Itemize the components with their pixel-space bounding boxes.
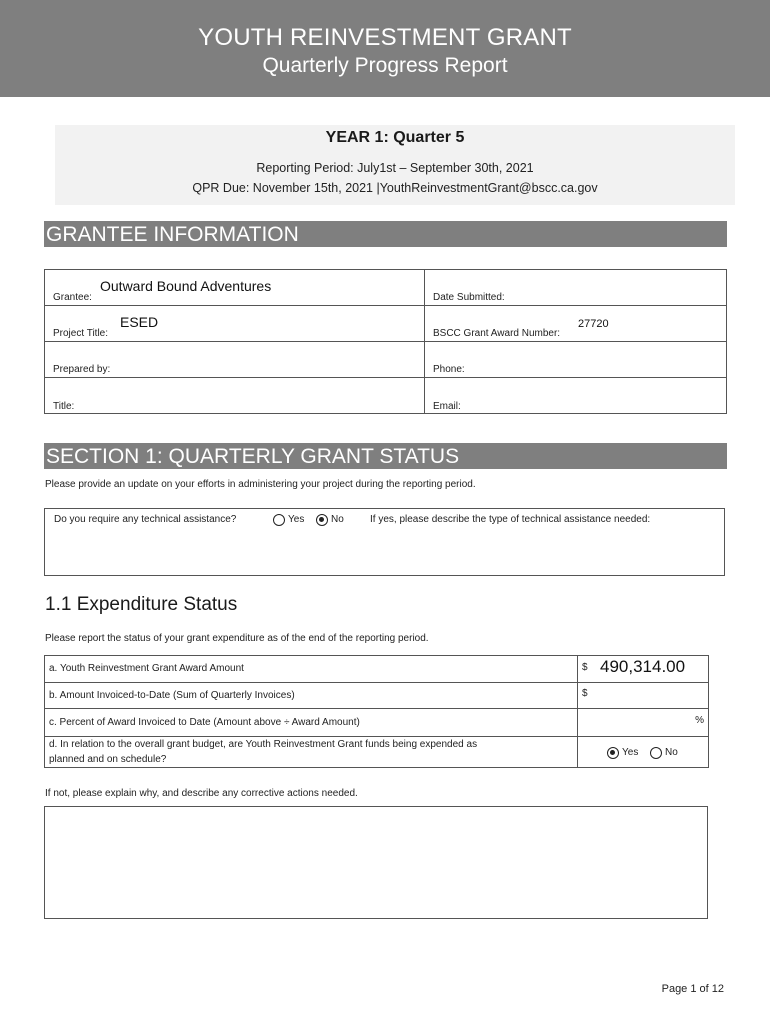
ta-describe-prompt: If yes, please describe the type of technical assistance needed: xyxy=(370,514,651,525)
project-title-label: Project Title: xyxy=(53,328,109,339)
on-schedule-question-line2: planned and on schedule? xyxy=(49,754,167,765)
report-banner xyxy=(0,0,770,97)
on-schedule-no-label: No xyxy=(665,747,678,758)
invoiced-to-date-field[interactable] xyxy=(578,683,708,708)
report-title: YOUTH REINVESTMENT GRANT xyxy=(198,24,572,51)
expenditure-row-c xyxy=(45,709,708,737)
expenditure-row-b xyxy=(45,683,708,709)
technical-assistance-box[interactable] xyxy=(44,508,725,576)
email-label: Email: xyxy=(433,401,461,412)
explain-prompt: If not, please explain why, and describe any corrective actions needed. xyxy=(45,788,358,799)
grantee-info-heading: GRANTEE INFORMATION xyxy=(44,221,727,247)
percent-invoiced-label: c. Percent of Award Invoiced to Date (Amount above ÷ Award Amount) xyxy=(49,717,360,728)
ta-no-radio[interactable] xyxy=(316,514,328,526)
grantee-label: Grantee: xyxy=(53,292,92,303)
expenditure-heading: 1.1 Expenditure Status xyxy=(45,594,238,615)
date-submitted-field[interactable] xyxy=(425,270,726,305)
project-title-value: ESED xyxy=(120,314,159,330)
on-schedule-yes-label: Yes xyxy=(622,747,639,758)
title-row xyxy=(45,378,726,414)
grantee-row xyxy=(45,270,726,306)
expenditure-table xyxy=(44,655,709,768)
corrective-actions-textarea[interactable] xyxy=(44,806,708,919)
award-number-label: BSCC Grant Award Number: xyxy=(433,328,561,339)
on-schedule-question-line1: d. In relation to the overall grant budget, are Youth Reinvestment Grant funds being expended as xyxy=(49,739,478,750)
reporting-period-box xyxy=(55,125,735,205)
ta-yes-radio[interactable] xyxy=(273,514,285,526)
title-label: Title: xyxy=(53,401,75,412)
award-amount-currency: $ xyxy=(582,662,588,673)
percent-invoiced-field[interactable] xyxy=(578,709,708,736)
project-title-field[interactable] xyxy=(45,306,425,341)
ta-question: Do you require any technical assistance? xyxy=(54,514,237,525)
ta-yes-label: Yes xyxy=(288,514,305,525)
award-amount-label: a. Youth Reinvestment Grant Award Amount xyxy=(49,663,244,674)
expenditure-instruction: Please report the status of your grant expenditure as of the end of the reporting period. xyxy=(45,633,429,644)
grantee-info-table xyxy=(44,269,727,414)
invoiced-to-date-currency: $ xyxy=(582,688,588,699)
page-number: Page 1 of 12 xyxy=(661,983,724,995)
expenditure-row-a xyxy=(45,656,708,683)
grantee-field[interactable] xyxy=(45,270,425,305)
prepared-by-label: Prepared by: xyxy=(53,364,111,375)
project-row xyxy=(45,306,726,342)
award-number-value: 27720 xyxy=(578,318,609,330)
section1-heading: SECTION 1: QUARTERLY GRANT STATUS xyxy=(44,443,727,469)
report-subtitle: Quarterly Progress Report xyxy=(262,54,508,77)
award-amount-value: 490,314.00 xyxy=(600,657,686,676)
on-schedule-no-radio[interactable] xyxy=(650,747,662,759)
award-amount-field[interactable] xyxy=(578,656,708,682)
qpr-due: QPR Due: November 15th, 2021 |YouthReinvestmentGrant@bscc.ca.gov xyxy=(192,181,598,195)
phone-label: Phone: xyxy=(433,364,465,375)
reporting-period: Reporting Period: July1st – September 30th, 2021 xyxy=(256,161,534,175)
prepared-by-field[interactable] xyxy=(45,342,425,377)
ta-no-label: No xyxy=(331,514,344,525)
phone-field[interactable] xyxy=(425,342,726,377)
year-quarter: YEAR 1: Quarter 5 xyxy=(325,129,465,146)
award-number-field[interactable] xyxy=(425,306,726,341)
invoiced-to-date-label: b. Amount Invoiced-to-Date (Sum of Quarterly Invoices) xyxy=(49,690,295,701)
email-field[interactable] xyxy=(425,378,726,414)
on-schedule-yes-radio[interactable] xyxy=(607,747,619,759)
title-field[interactable] xyxy=(45,378,425,414)
date-submitted-label: Date Submitted: xyxy=(433,292,505,303)
on-schedule-field xyxy=(578,737,708,768)
grantee-value: Outward Bound Adventures xyxy=(100,278,272,294)
percent-unit: % xyxy=(695,715,704,726)
prepared-row xyxy=(45,342,726,378)
section1-instruction: Please provide an update on your efforts in administering your project during the reporting period. xyxy=(45,479,476,490)
expenditure-row-d xyxy=(45,737,708,768)
